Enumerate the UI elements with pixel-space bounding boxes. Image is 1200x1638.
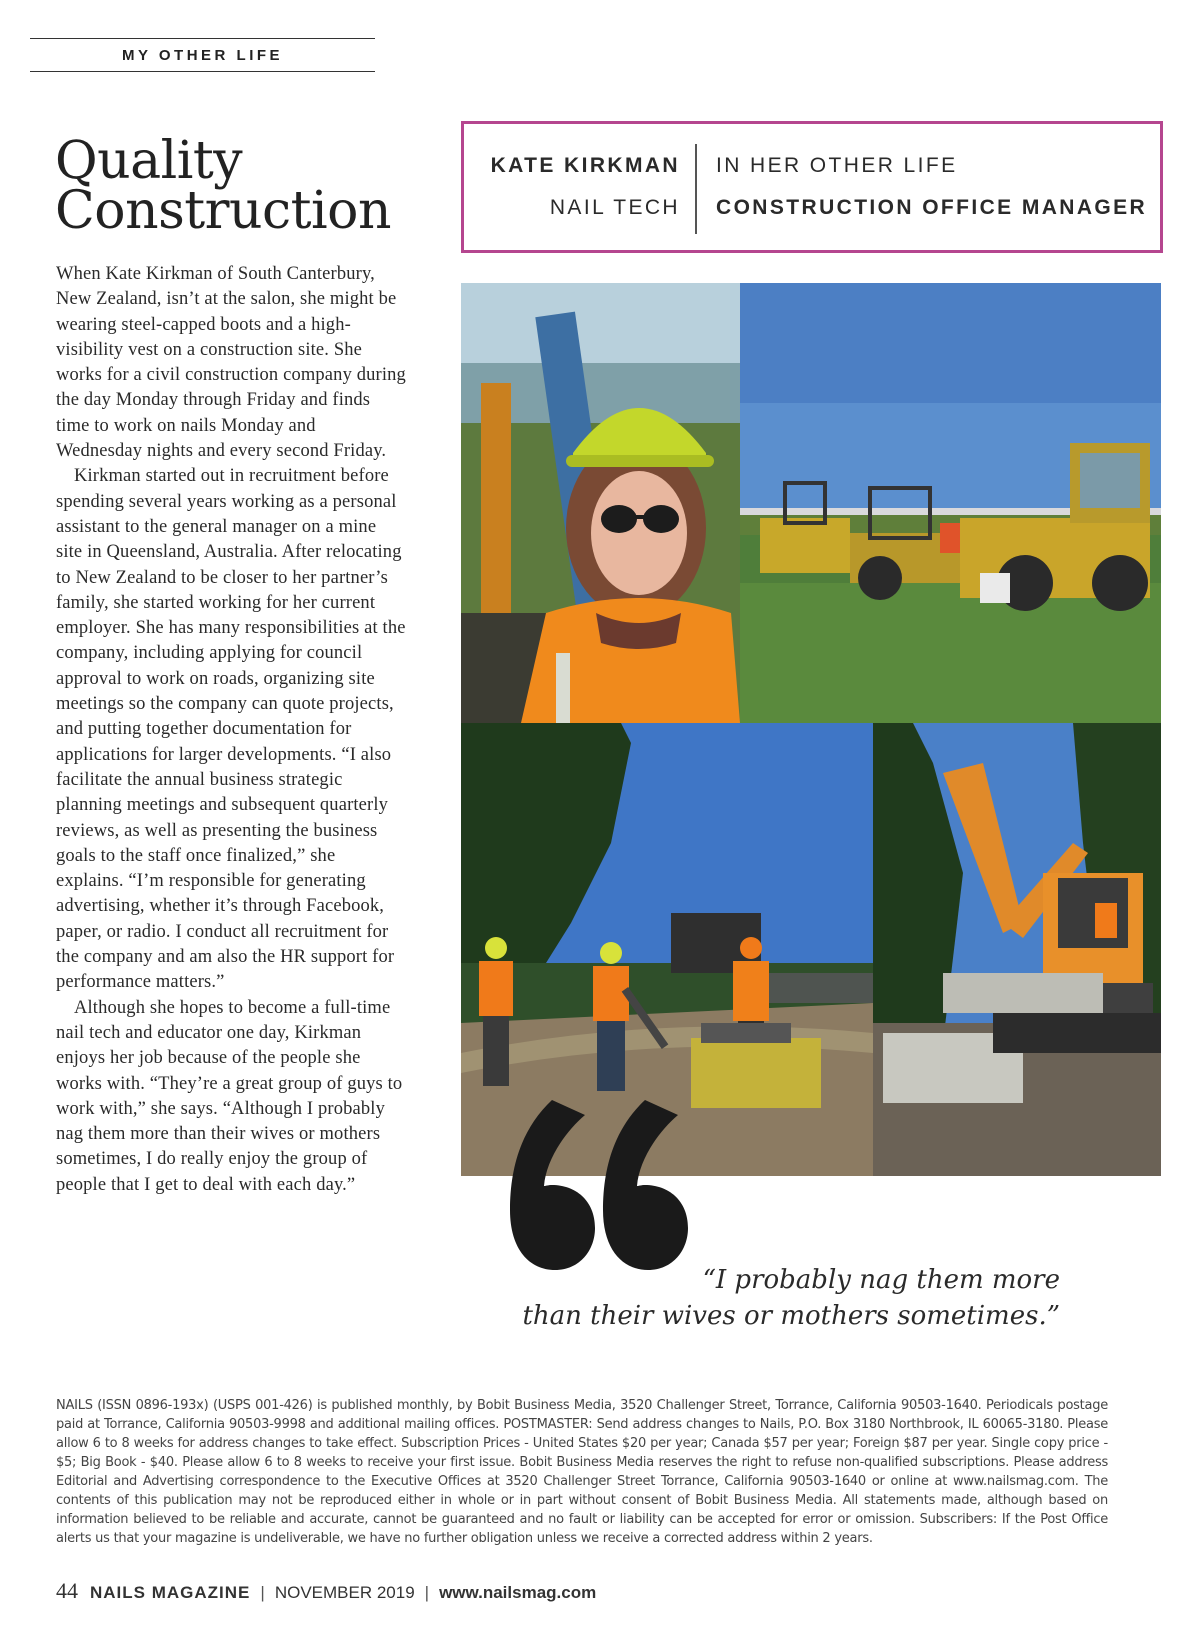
section-label: MY OTHER LIFE [30, 38, 375, 72]
footer-separator: | [424, 1583, 430, 1602]
pull-quote [520, 1262, 1060, 1334]
profile-divider [695, 144, 697, 234]
headline-line-2: Construction [55, 181, 391, 241]
article-body [56, 262, 406, 1198]
pull-quote-line-1: “I probably nag them more [702, 1265, 1060, 1295]
profile-box [461, 121, 1163, 253]
profile-other-label: IN HER OTHER LIFE [716, 154, 958, 177]
page-number: 44 [56, 1578, 78, 1603]
photo-excavator [873, 723, 1161, 1176]
photo-machinery [740, 283, 1161, 723]
profile-other-role: CONSTRUCTION OFFICE MANAGER [716, 196, 1148, 219]
quote-mark-icon [510, 1060, 690, 1290]
profile-name: KATE KIRKMAN [490, 154, 680, 177]
body-paragraph: Kirkman started out in recruitment before spending several years working as a personal assistant to the general manager on a mine site in Queensland, Australia. After relocating to New Zealand to be closer to her partner’s family, she started working for her current employer. She has many responsibilities at the company, including applying for council approval to work on roads, organizing site meetings so the company can quote projects, and putting together documentation for applications for larger developments. “I also facilitate the annual business strategic planning meetings and subsequent quarterly reviews, as well as presenting the business goals to the staff once finalized,” she explains. “I’m responsible for generating advertising, whether it’s through Facebook, paper, or radio. I conduct all recruitment for the company and am also the HR support for performance matters.” [56, 466, 406, 993]
headline-line-1: Quality [55, 131, 243, 191]
body-paragraph: Although she hopes to become a full-time nail tech and educator one day, Kirkman enjoys her job because of the people she works with. “They’re a great group of guys to work with,” she says. “Although I probably nag them more than their wives or mothers sometimes, I do really enjoy the group of people that I get to deal with each day.” [56, 997, 403, 1195]
body-paragraph: When Kate Kirkman of South Canterbury, New Zealand, isn’t at the salon, she might be wearing steel-capped boots and a high-visibility vest on a construction site. She works for a civil construction company during the day Monday through Friday and finds time to work on nails Monday and Wednesday nights and every second Friday. [56, 264, 406, 462]
publication-notice: NAILS (ISSN 0896-193x) (USPS 001-426) is published monthly, by Bobit Business Media, 3520 Challenger Street, Torrance, California 90503-1640. Periodicals postage paid at Torrance, California 90503-9998 and additional mailing offices. POSTMASTER: Send address changes to Nails, P.O. Box 3180 Northbrook, IL 60065-3180. Please allow 6 to 8 weeks for address changes to take effect. Subscription Prices - United States $20 per year; Canada $57 per year; Foreign $87 per year. Single copy price - $5; Big Book - $40. Please allow 6 to 8 weeks to receive your first issue. Bobit Business Media reserves the right to refuse non-qualified subscriptions. Please address Editorial and Advertising correspondence to the Executive Offices at 3520 Challenger Street Torrance, California 90503-1640 or online at www.nailsmag.com. The contents of this publication may not be reproduced either in whole or in part without consent of Bobit Business Media. All statements made, although based on information believed to be reliable and accurate, cannot be guaranteed and no fault or liability can be accepted for error or omission. Subscribers: If the Post Office alerts us that your magazine is undeliverable, we have no further obligation unless we receive a corrected address within 2 years. [56, 1398, 1108, 1546]
issue-date: NOVEMBER 2019 [274, 1583, 415, 1602]
pull-quote-line-2: than their wives or mothers sometimes.” [522, 1301, 1060, 1331]
article-headline [55, 131, 415, 241]
profile-role: NAIL TECH [549, 196, 680, 219]
page-footer [56, 1578, 596, 1604]
footer-separator: | [260, 1583, 265, 1602]
photo-selfie [461, 283, 740, 723]
website-link[interactable]: www.nailsmag.com [439, 1583, 597, 1602]
magazine-name: NAILS MAGAZINE [90, 1583, 251, 1602]
